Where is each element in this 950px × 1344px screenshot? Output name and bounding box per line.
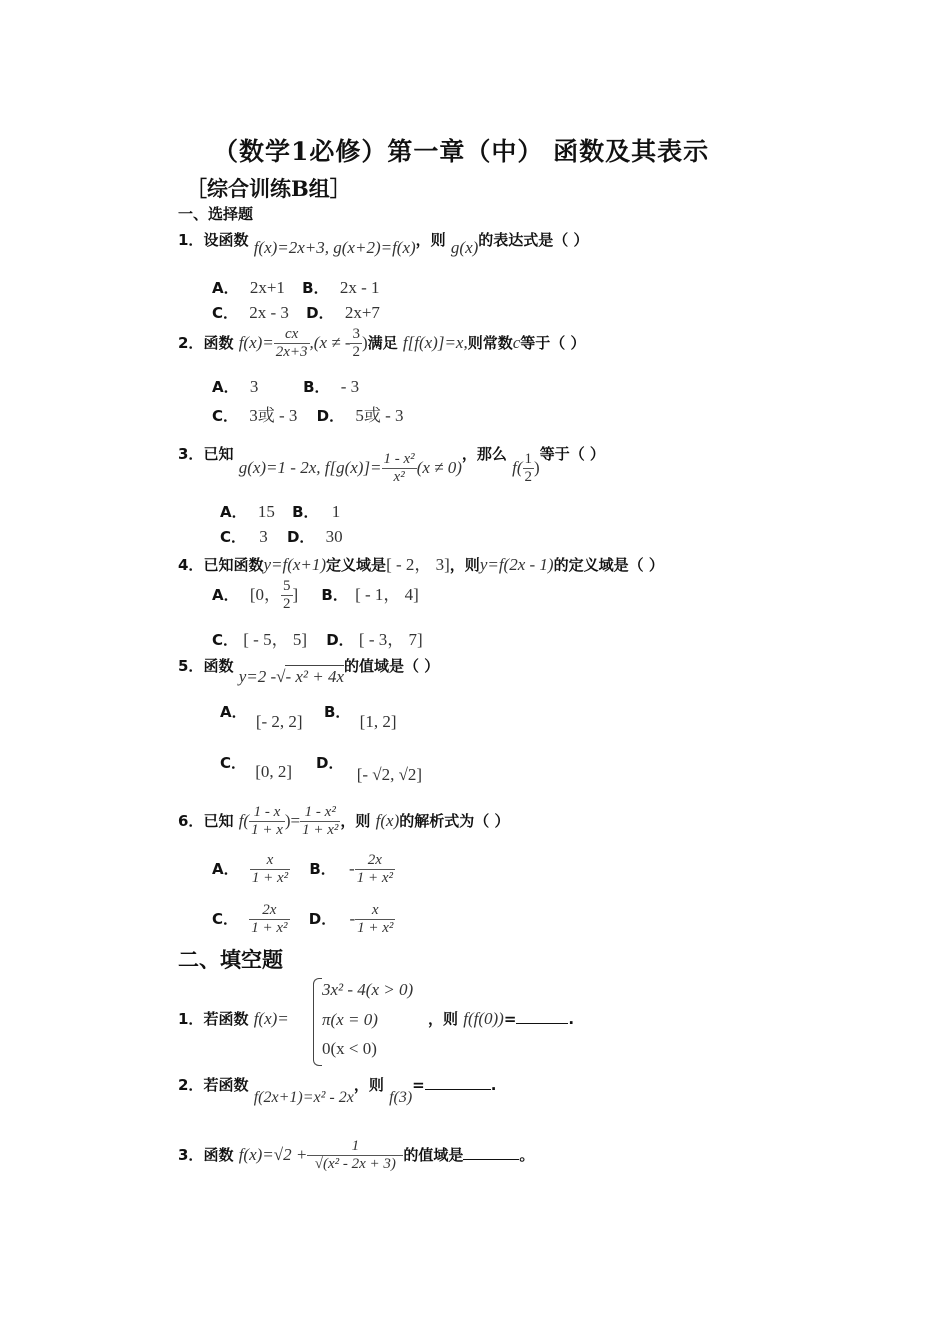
fill-question-1 (178, 1008, 289, 1029)
fill-question-1-tail (428, 1008, 574, 1029)
q-number: 3． (178, 1146, 204, 1164)
q-text: 的解析式为（ ） (399, 812, 510, 830)
option-value: [ - 1， 4] (355, 585, 419, 604)
fill-question-3 (178, 1138, 534, 1173)
option-value: 5或 - 3 (355, 406, 404, 425)
q-fraction: $\frac{\text{1 - x²}}{\text{x²}}$ (383, 451, 415, 485)
q-formula: y=2 - (238, 667, 277, 686)
question-5 (178, 654, 440, 686)
q5-option-a (220, 701, 303, 731)
q-fraction: $\frac{1}{2}$ (524, 451, 533, 485)
q-formula: ,(x ≠ - (309, 333, 351, 352)
q-formula: f(x) (375, 811, 400, 830)
option-label: C． (220, 754, 247, 772)
q-text: 若函数 (203, 1076, 249, 1094)
option-label: B． (321, 586, 348, 604)
q2-options-row2 (212, 401, 404, 426)
q-number: 5． (178, 657, 204, 675)
option-sign: - (349, 909, 356, 928)
q3-options-row1 (220, 501, 340, 522)
sqrt-sign: √ (276, 667, 286, 686)
option-value: 3 (249, 377, 259, 396)
q-formula: y=f(x+1) (263, 555, 327, 574)
option-value: 2x+1 (249, 278, 285, 297)
option-label: A． (212, 279, 239, 297)
page-title: （数学1必修）第一章（中） 函数及其表示 (213, 137, 710, 166)
option-value: ] (292, 585, 299, 604)
q-fraction: $\frac{3}{2}$ (352, 326, 360, 360)
option-fraction: $\frac{2x}{\text{1 + x²}}$ (356, 852, 393, 886)
q-fraction: $\frac{1 - x}{1 + x}$ (251, 804, 283, 838)
option-label: D． (326, 631, 354, 649)
option-value: - 3 (340, 377, 360, 396)
q-text: 等于（ ） (539, 445, 605, 463)
q-formula: f( (512, 458, 523, 477)
option-value: 3或 - 3 (249, 406, 298, 425)
q-formula: f(x)=2x+3, g(x+2)=f(x) (253, 238, 416, 257)
option-label: D． (306, 304, 334, 322)
option-label: A． (220, 703, 247, 721)
option-value: 2x - 3 (249, 303, 289, 322)
option-label: D． (286, 528, 315, 546)
q-formula: f(x)= (238, 333, 274, 352)
q-text: ，则 (428, 1010, 459, 1028)
option-label: B． (303, 378, 330, 396)
option-value: 3 (259, 527, 268, 546)
option-label: A． (212, 586, 239, 604)
option-label: A． (212, 378, 239, 396)
option-label: D． (316, 754, 344, 772)
option-value: 30 (325, 527, 343, 546)
q-text: 已知 (203, 445, 234, 463)
q3-options-row2 (220, 526, 343, 547)
page-subtitle: ［综合训练B组］ (186, 176, 351, 201)
q-number: 2． (178, 334, 204, 352)
q-formula: g(x) (450, 238, 479, 257)
q4-options-row2 (212, 625, 423, 650)
q-text: 定义域是 (326, 556, 387, 574)
q4-options-row1 (212, 578, 419, 613)
question-3 (178, 437, 605, 485)
option-label: D． (308, 910, 337, 928)
q-formula: f(x)=√2 + (238, 1145, 308, 1164)
q1-options-row1 (212, 277, 380, 298)
option-label: C． (212, 304, 239, 322)
q-formula: c (512, 333, 521, 352)
q-text: 的表达式是（ ） (478, 231, 589, 249)
option-label: C． (212, 631, 239, 649)
q5-option-b (324, 701, 397, 731)
option-label: A． (212, 860, 239, 878)
option-label: B． (302, 279, 329, 297)
option-value: [0, 2] (255, 762, 293, 781)
q-text: 函数 (203, 1146, 234, 1164)
option-label: A． (220, 503, 247, 521)
answer-blank[interactable] (425, 1075, 491, 1090)
option-fraction: $\frac{2x}{\text{1 + x²}}$ (251, 902, 288, 936)
piecewise-case-2: π(x = 0) (322, 1010, 378, 1029)
q-text: ，那么 (461, 445, 507, 463)
q-fraction: $\frac{cx}{2x+3}$ (275, 326, 308, 360)
q-formula: (x ≠ 0) (416, 458, 462, 477)
q-text: 等于（ ） (520, 334, 586, 352)
option-value: 15 (257, 502, 275, 521)
option-label: C． (212, 407, 239, 425)
q-text: 的值域是（ ） (344, 657, 440, 675)
q-text: 设函数 (203, 231, 249, 249)
q-formula: y=f(2x - 1) (479, 555, 554, 574)
option-label: D． (316, 407, 345, 425)
question-2 (178, 326, 586, 361)
q-formula: f(2x+1)=x² - 2x (253, 1089, 354, 1106)
q-formula: f(x)= (253, 1009, 289, 1028)
q-formula: f( (238, 811, 250, 830)
option-value: 1 (331, 502, 341, 521)
q-text: 函数 (203, 657, 234, 675)
option-sign: - (349, 859, 355, 878)
q-formula: )= (284, 811, 301, 830)
q-text: ，则 (415, 231, 446, 249)
q6-options-row1 (212, 852, 395, 887)
question-1 (178, 229, 589, 257)
option-value: [ - 3， 7] (358, 630, 423, 649)
piecewise-brace (313, 978, 322, 1066)
q-text: 已知函数 (203, 556, 264, 574)
q-text: ，则 (353, 1076, 384, 1094)
option-fraction: $\frac{5}{2}$ (283, 578, 291, 612)
option-label: B． (309, 860, 336, 878)
option-fraction: $\frac{x}{\text{1 + x²}}$ (251, 852, 289, 886)
q-text: = (503, 1010, 517, 1028)
q-text: 若函数 (203, 1010, 249, 1028)
q2-options-row1 (212, 376, 359, 397)
q-formula: ) (361, 333, 368, 352)
q-fraction: $\frac{\text{1 - x²}}{\text{1 + x²}}$ (302, 804, 339, 838)
option-value: 2x+7 (344, 303, 380, 322)
option-value: [1, 2] (359, 712, 397, 731)
q-text: ，则 (340, 812, 371, 830)
option-label: B． (324, 703, 351, 721)
q-text: 则常数 (467, 334, 513, 352)
piecewise-case-3: 0(x < 0) (322, 1039, 377, 1058)
section-choice-heading: 一、选择题 (178, 205, 254, 223)
q-formula: g(x)=1 - 2x, f[g(x)]= (238, 458, 382, 477)
q-number: 3． (178, 445, 204, 463)
q-number: 1． (178, 1010, 204, 1028)
q-formula: f(3) (389, 1089, 413, 1106)
q-formula: - x² + 4x (285, 667, 345, 686)
q-text: 满足 (367, 334, 398, 352)
q1-options-row2 (212, 302, 380, 323)
option-value: [- √2, √2] (356, 765, 423, 784)
option-value: [ - 5， 5] (243, 630, 307, 649)
q-text: = (412, 1076, 425, 1094)
option-value: 2x - 1 (339, 278, 380, 297)
q5-option-d (316, 752, 423, 784)
q-text: 。 (519, 1146, 535, 1164)
fill-question-2 (178, 1074, 497, 1106)
answer-blank[interactable] (516, 1009, 568, 1024)
q-text: 已知 (203, 812, 234, 830)
section-fill-heading: 二、填空题 (178, 947, 283, 972)
question-4 (178, 550, 664, 575)
q-text: 的定义域是（ ） (553, 556, 664, 574)
q-number: 6． (178, 812, 204, 830)
option-label: C． (220, 528, 247, 546)
q-text: . (490, 1076, 497, 1094)
option-value: [- 2, 2] (255, 712, 303, 731)
piecewise-case-1: 3x² - 4(x > 0) (322, 980, 414, 999)
q-formula: [ - 2， 3] (386, 555, 450, 574)
q-formula: ) (534, 458, 540, 477)
q-text: 的值域是 (403, 1146, 464, 1164)
option-fraction: $\frac{x}{\text{1 + x²}}$ (357, 902, 394, 936)
question-6 (178, 804, 509, 839)
option-label: B． (292, 503, 319, 521)
q6-options-row2 (212, 902, 395, 937)
option-value: [0， (249, 585, 282, 604)
q-formula: f(f(0)) (463, 1009, 504, 1028)
q5-option-c (220, 752, 293, 781)
answer-blank[interactable] (463, 1145, 519, 1160)
q-text: ，则 (449, 556, 480, 574)
q-fraction: $\frac{1}{\text{√(x² - 2x + 3)}}$ (307, 1138, 403, 1173)
q-number: 1． (178, 231, 204, 249)
option-label: C． (212, 910, 239, 928)
q-formula: f[f(x)]=x, (402, 333, 468, 352)
q-number: 2． (178, 1076, 204, 1094)
q-number: 4． (178, 556, 204, 574)
q-text: 函数 (203, 334, 234, 352)
q-text: . (568, 1010, 575, 1028)
